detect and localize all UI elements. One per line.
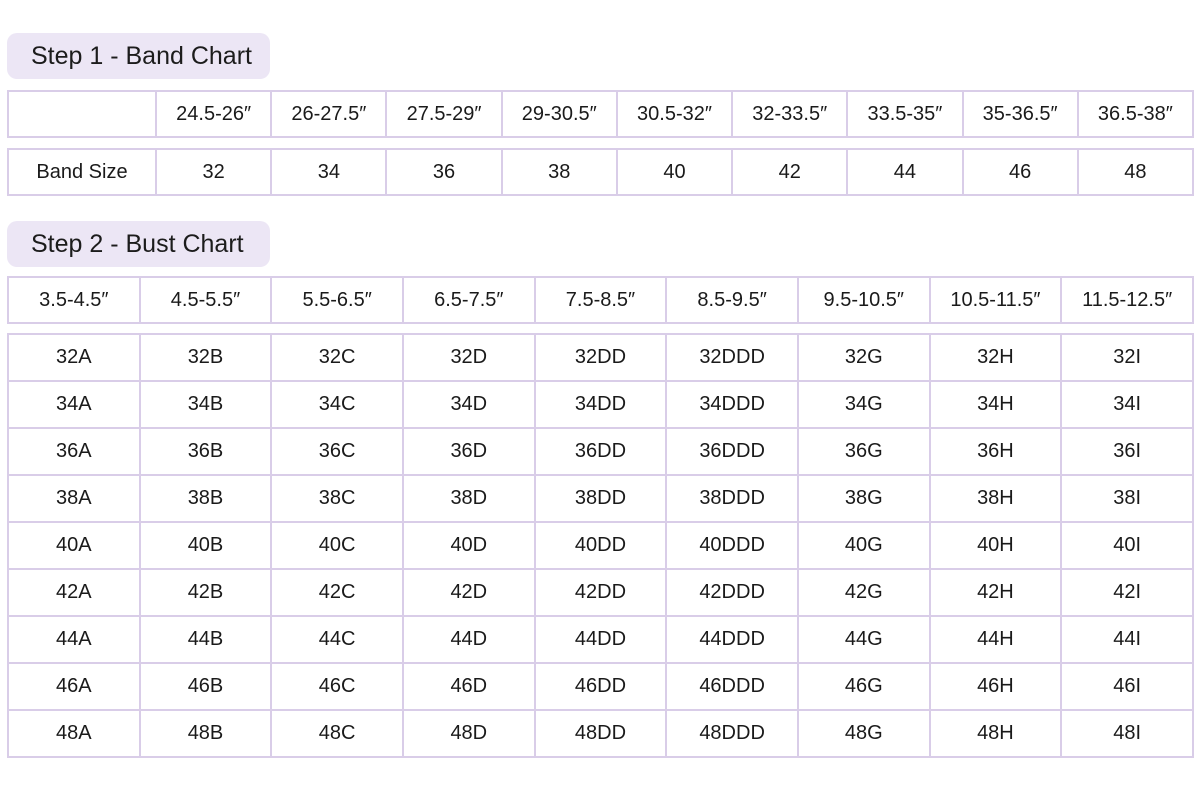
cup-size-cell: 42H: [930, 569, 1062, 616]
bust-chart-title: Step 2 - Bust Chart: [7, 221, 270, 267]
band-size-cell: 44: [847, 149, 962, 195]
cup-size-cell: 42D: [403, 569, 535, 616]
band-size-cell: 36: [386, 149, 501, 195]
band-size-label: Band Size: [8, 149, 156, 195]
cup-size-cell: 42G: [798, 569, 930, 616]
cup-size-cell: 44B: [140, 616, 272, 663]
cup-size-cell: 32C: [271, 334, 403, 381]
cup-size-cell: 34B: [140, 381, 272, 428]
cup-size-cell: 46H: [930, 663, 1062, 710]
cup-size-cell: 32I: [1061, 334, 1193, 381]
cup-size-cell: 40G: [798, 522, 930, 569]
bust-range-cell: 10.5-11.5″: [930, 277, 1062, 323]
cup-size-cell: 42DD: [535, 569, 667, 616]
cup-size-cell: 34DDD: [666, 381, 798, 428]
bust-range-cell: 6.5-7.5″: [403, 277, 535, 323]
cup-size-cell: 38A: [8, 475, 140, 522]
bust-range-table: [7, 276, 1194, 324]
cup-size-cell: 46DDD: [666, 663, 798, 710]
cup-size-cell: 46G: [798, 663, 930, 710]
table-row: [8, 710, 1193, 757]
bust-range-cell: 7.5-8.5″: [535, 277, 667, 323]
band-range-cell: 29-30.5″: [502, 91, 617, 137]
cup-size-cell: 34C: [271, 381, 403, 428]
cup-size-cell: 38I: [1061, 475, 1193, 522]
cup-size-cell: 44DD: [535, 616, 667, 663]
band-range-row: [8, 91, 1193, 137]
table-row: [8, 334, 1193, 381]
cup-size-cell: 32D: [403, 334, 535, 381]
cup-size-cell: 42A: [8, 569, 140, 616]
cup-size-cell: 36DDD: [666, 428, 798, 475]
cup-size-cell: 34I: [1061, 381, 1193, 428]
band-size-cell: 34: [271, 149, 386, 195]
cup-size-cell: 44G: [798, 616, 930, 663]
cup-size-cell: 40I: [1061, 522, 1193, 569]
band-size-cell: 46: [963, 149, 1078, 195]
cup-size-cell: 42C: [271, 569, 403, 616]
cup-size-cell: 48I: [1061, 710, 1193, 757]
cup-size-table-body: [8, 334, 1193, 757]
cup-size-cell: 36G: [798, 428, 930, 475]
cup-size-cell: 48DD: [535, 710, 667, 757]
cup-size-cell: 46D: [403, 663, 535, 710]
bust-range-cell: 4.5-5.5″: [140, 277, 272, 323]
cup-size-cell: 42I: [1061, 569, 1193, 616]
cup-size-cell: 34A: [8, 381, 140, 428]
cup-size-cell: 46C: [271, 663, 403, 710]
band-size-cell: 32: [156, 149, 271, 195]
cup-size-cell: 32DD: [535, 334, 667, 381]
band-range-cell: 32-33.5″: [732, 91, 847, 137]
table-row: [8, 663, 1193, 710]
cup-size-cell: 46B: [140, 663, 272, 710]
band-range-table: [7, 90, 1194, 138]
cup-size-cell: 40H: [930, 522, 1062, 569]
cup-size-cell: 36DD: [535, 428, 667, 475]
table-row: [8, 616, 1193, 663]
band-size-row: [8, 149, 1193, 195]
cup-size-cell: 42B: [140, 569, 272, 616]
cup-size-cell: 48D: [403, 710, 535, 757]
bust-range-row: [8, 277, 1193, 323]
cup-size-cell: 34DD: [535, 381, 667, 428]
cup-size-cell: 40A: [8, 522, 140, 569]
bust-range-cell: 9.5-10.5″: [798, 277, 930, 323]
cup-size-cell: 38C: [271, 475, 403, 522]
table-row: [8, 381, 1193, 428]
cup-size-cell: 38D: [403, 475, 535, 522]
band-range-cell: 24.5-26″: [156, 91, 271, 137]
band-range-cell: 33.5-35″: [847, 91, 962, 137]
cup-size-cell: 34D: [403, 381, 535, 428]
cup-size-cell: 48A: [8, 710, 140, 757]
cup-size-cell: 48G: [798, 710, 930, 757]
cup-size-cell: 38DDD: [666, 475, 798, 522]
cup-size-cell: 46I: [1061, 663, 1193, 710]
bust-range-cell: 11.5-12.5″: [1061, 277, 1193, 323]
cup-size-cell: 38G: [798, 475, 930, 522]
band-range-corner-cell: [8, 91, 156, 137]
cup-size-cell: 32DDD: [666, 334, 798, 381]
band-size-table: [7, 148, 1194, 196]
cup-size-cell: 38H: [930, 475, 1062, 522]
cup-size-cell: 38DD: [535, 475, 667, 522]
cup-size-cell: 40C: [271, 522, 403, 569]
cup-size-cell: 36C: [271, 428, 403, 475]
cup-size-cell: 44D: [403, 616, 535, 663]
band-range-cell: 36.5-38″: [1078, 91, 1193, 137]
band-range-cell: 27.5-29″: [386, 91, 501, 137]
cup-size-cell: 48H: [930, 710, 1062, 757]
cup-size-cell: 34H: [930, 381, 1062, 428]
cup-size-cell: 44DDD: [666, 616, 798, 663]
cup-size-cell: 36D: [403, 428, 535, 475]
band-size-cell: 42: [732, 149, 847, 195]
bust-range-cell: 5.5-6.5″: [271, 277, 403, 323]
cup-size-cell: 44A: [8, 616, 140, 663]
cup-size-cell: 46A: [8, 663, 140, 710]
cup-size-cell: 40B: [140, 522, 272, 569]
cup-size-cell: 38B: [140, 475, 272, 522]
band-chart-title: Step 1 - Band Chart: [7, 33, 270, 79]
band-size-cell: 40: [617, 149, 732, 195]
band-size-cell: 38: [502, 149, 617, 195]
bust-range-cell: 3.5-4.5″: [8, 277, 140, 323]
cup-size-cell: 32H: [930, 334, 1062, 381]
cup-size-cell: 36I: [1061, 428, 1193, 475]
band-range-cell: 30.5-32″: [617, 91, 732, 137]
cup-size-cell: 32B: [140, 334, 272, 381]
cup-size-cell: 40D: [403, 522, 535, 569]
cup-size-cell: 42DDD: [666, 569, 798, 616]
band-range-cell: 35-36.5″: [963, 91, 1078, 137]
table-row: [8, 475, 1193, 522]
band-range-cell: 26-27.5″: [271, 91, 386, 137]
bust-range-cell: 8.5-9.5″: [666, 277, 798, 323]
cup-size-table: [7, 333, 1194, 758]
cup-size-cell: 48C: [271, 710, 403, 757]
cup-size-cell: 44H: [930, 616, 1062, 663]
cup-size-cell: 36A: [8, 428, 140, 475]
table-row: [8, 522, 1193, 569]
table-row: [8, 569, 1193, 616]
cup-size-cell: 36H: [930, 428, 1062, 475]
cup-size-cell: 40DD: [535, 522, 667, 569]
cup-size-cell: 48B: [140, 710, 272, 757]
cup-size-cell: 46DD: [535, 663, 667, 710]
cup-size-cell: 40DDD: [666, 522, 798, 569]
cup-size-cell: 44C: [271, 616, 403, 663]
cup-size-cell: 32G: [798, 334, 930, 381]
cup-size-cell: 44I: [1061, 616, 1193, 663]
cup-size-cell: 32A: [8, 334, 140, 381]
cup-size-cell: 48DDD: [666, 710, 798, 757]
cup-size-cell: 36B: [140, 428, 272, 475]
table-row: [8, 428, 1193, 475]
cup-size-cell: 34G: [798, 381, 930, 428]
band-size-cell: 48: [1078, 149, 1193, 195]
